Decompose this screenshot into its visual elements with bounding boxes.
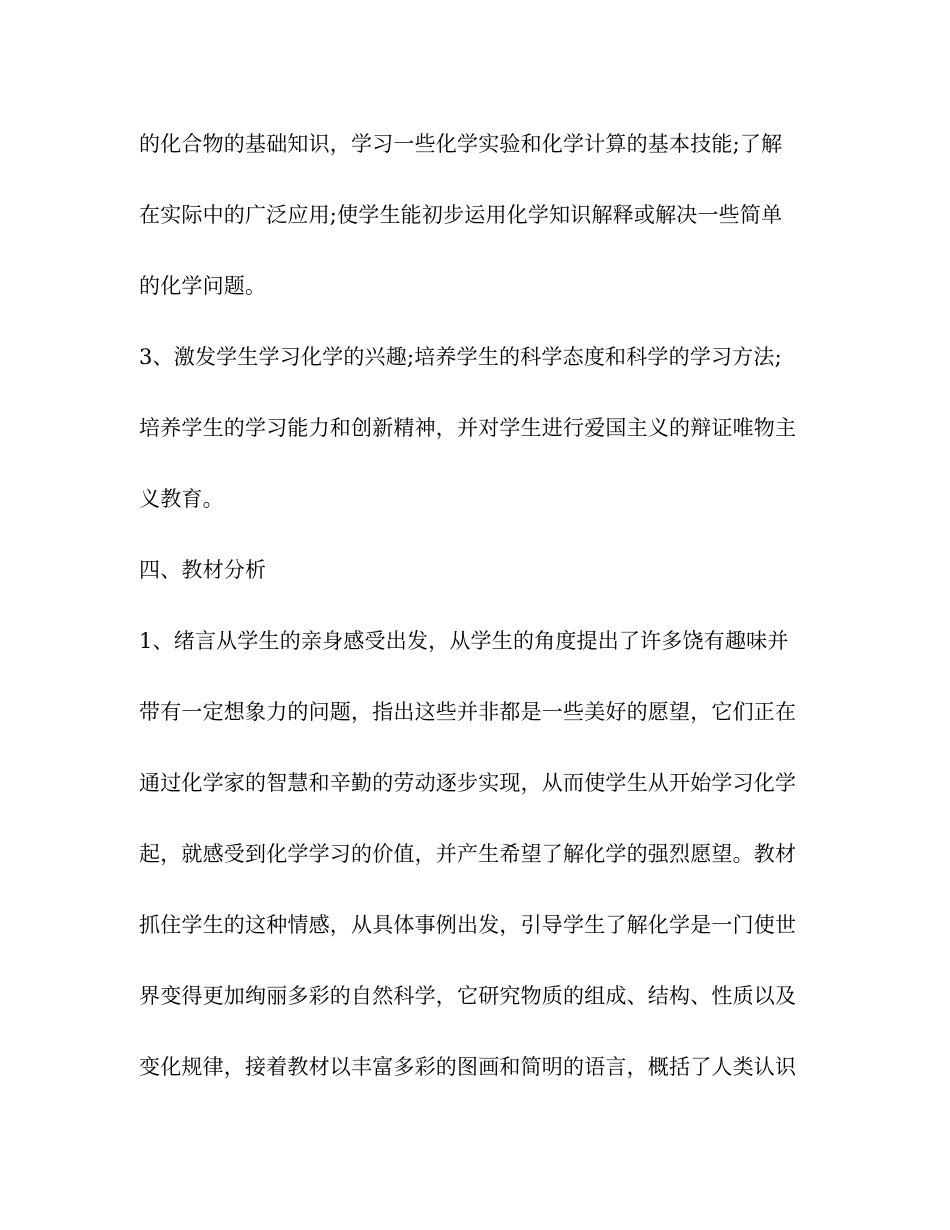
text-line: 抓住学生的这种情感，从具体事例出发，引导学生了解化学是一门使世 [139,913,797,937]
text-line: 起，就感受到化学学习的价值，并产生希望了解化学的强烈愿望。教材 [139,842,797,866]
text-line: 1、绪言从学生的亲身感受出发，从学生的角度提出了许多饶有趣味并 [139,629,789,653]
text-line: 的化合物的基础知识，学习一些化学实验和化学计算的基本技能;了解 [139,132,783,156]
text-line: 带有一定想象力的问题，指出这些并非都是一些美好的愿望，它们正在 [139,700,797,724]
section-heading: 四、教材分析 [139,558,267,582]
text-line: 3、激发学生学习化学的兴趣;培养学生的科学态度和科学的学习方法; [139,345,782,369]
text-line: 界变得更加绚丽多彩的自然科学，它研究物质的组成、结构、性质以及 [139,984,797,1008]
text-line: 在实际中的广泛应用;使学生能初步运用化学知识解释或解决一些简单 [139,203,783,227]
text-line: 通过化学家的智慧和辛勤的劳动逐步实现，从而使学生从开始学习化学 [139,771,797,795]
text-line: 变化规律，接着教材以丰富多彩的图画和简明的语言，概括了人类认识 [139,1055,797,1079]
text-line: 培养学生的学习能力和创新精神，并对学生进行爱国主义的辩证唯物主 [139,416,797,440]
text-line: 的化学问题。 [139,274,267,298]
text-line: 义教育。 [139,487,224,511]
